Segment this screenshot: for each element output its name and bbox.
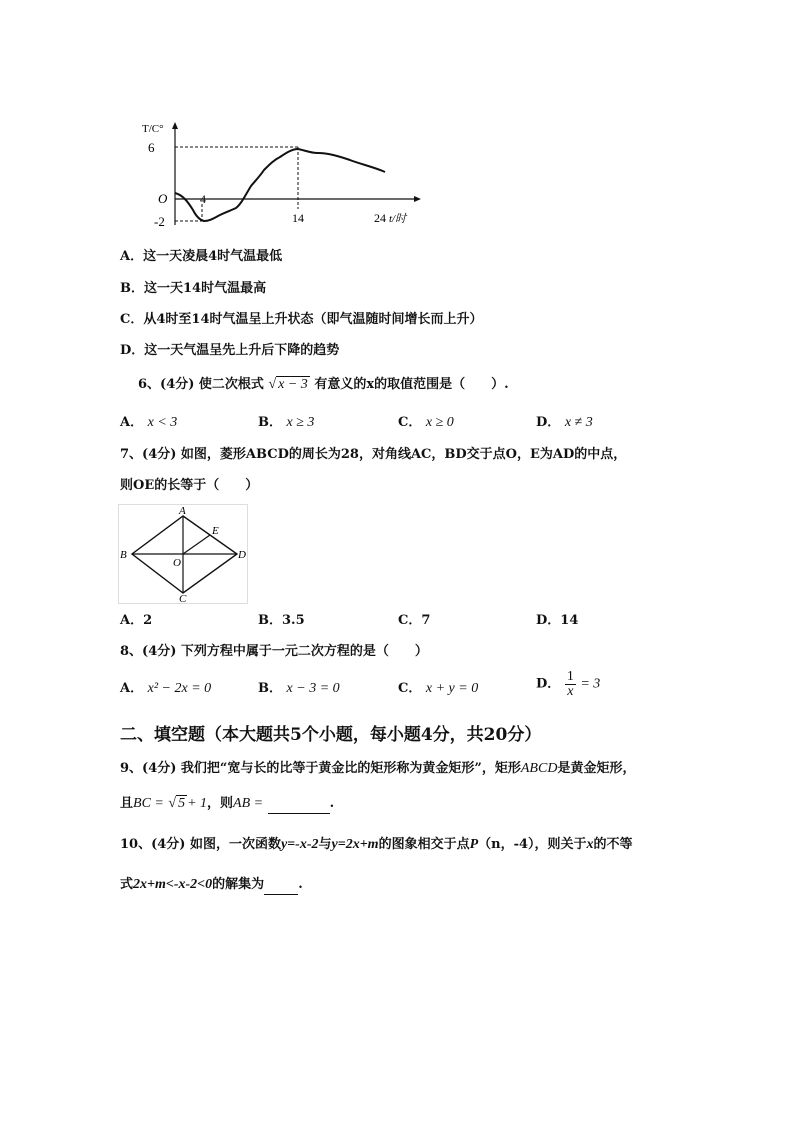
x-axis-arrow: [414, 196, 421, 202]
label-e: E: [212, 525, 219, 537]
q6-option-d: D． x ≠ 3: [536, 415, 593, 430]
label-b: B: [120, 549, 127, 561]
temperature-graph: [138, 120, 428, 230]
q6-option-b: B． x ≥ 3: [258, 415, 315, 430]
label-a: A: [179, 505, 186, 517]
q8-option-b: B． x − 3 = 0: [258, 681, 340, 696]
q7-stem-line2: 则OE的长等于（ ）: [120, 478, 259, 493]
q7-stem-line1: 7、(4分) 如图，菱形ABCD的周长为28，对角线AC，BD交于点O，E为AD的中点，: [120, 447, 627, 462]
segment-oe: [183, 535, 210, 554]
q5-option-b: B．这一天14时气温最高: [120, 281, 267, 296]
tick-label-4: 4: [200, 192, 206, 206]
temperature-curve: [175, 149, 385, 221]
tick-label-14: 14: [292, 211, 304, 225]
q6-stem: 6、(4分) 使二次根式 √ x − 3 有意义的x的取值范围是（ ）.: [138, 377, 509, 392]
q7-option-d: D．14: [536, 613, 579, 628]
q8-fraction: $\frac{1}{x}$: [566, 669, 574, 699]
q10-answer-blank[interactable]: [264, 876, 298, 895]
q5-option-c: C．从4时至14时气温呈上升状态（即气温随时间增长而上升）: [120, 312, 483, 327]
origin-label: O: [158, 191, 168, 206]
q9-radicand: 5: [178, 796, 186, 811]
q8-option-d: D． $\frac{1}{x}$ = 3: [536, 669, 601, 699]
q9-line2: 且BC = √ 5 + 1，则AB = .: [120, 795, 334, 814]
label-d: D: [238, 549, 246, 561]
q8-option-a: A． x² − 2x = 0: [120, 681, 212, 696]
q10-line2: 式2x+m<-x-2<0的解集为 .: [120, 876, 303, 895]
x-axis-label: t/时: [389, 213, 407, 225]
y-axis-arrow: [172, 122, 178, 129]
q9-line1: 9、(4分) 我们把“宽与长的比等于黄金比的矩形称为黄金矩形”，矩形ABCD是黄金矩形，: [120, 761, 636, 776]
q9-answer-blank[interactable]: [268, 795, 330, 814]
q6-option-a: A． x < 3: [120, 415, 178, 430]
q6-radicand: x − 3: [278, 377, 308, 392]
q7-option-a: A．2: [120, 613, 153, 628]
tick-label-6: 6: [148, 140, 155, 155]
q5-option-d: D．这一天气温呈先上升后下降的趋势: [120, 343, 340, 358]
tick-label-24: 24: [374, 211, 386, 225]
rhombus-figure: [118, 504, 248, 604]
q6-option-c: C． x ≥ 0: [398, 415, 454, 430]
tick-label-neg2: -2: [154, 214, 165, 229]
y-axis-label: T/C°: [142, 123, 164, 135]
q10-line1: 10、(4分) 如图，一次函数y=-x-2与y=2x+m的图象相交于点P（n，-4），则关于x的不等: [120, 837, 633, 852]
q7-option-c: C．7: [398, 613, 431, 628]
q8-stem: 8、(4分) 下列方程中属于一元二次方程的是（ ）: [120, 644, 428, 659]
label-c: C: [179, 593, 187, 604]
q8-option-c: C． x + y = 0: [398, 681, 479, 696]
section-2-title: 二、填空题（本大题共5个小题，每小题4分，共20分）: [120, 725, 542, 745]
q7-option-b: B．3.5: [258, 613, 305, 628]
label-o: O: [173, 557, 181, 569]
q5-option-a: A．这一天凌晨4时气温最低: [120, 249, 283, 264]
